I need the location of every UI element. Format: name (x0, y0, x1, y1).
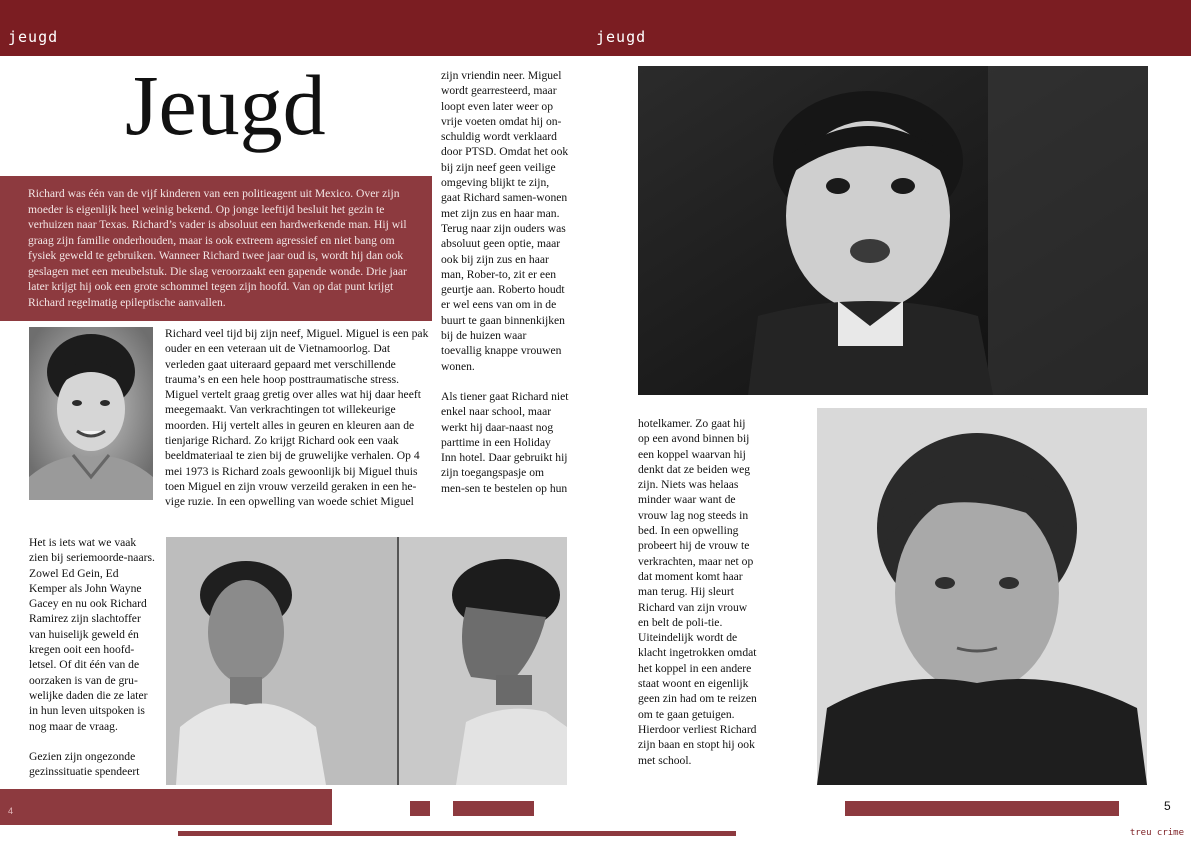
text-column-bottom-left (29, 535, 155, 794)
running-head-left: jeugd (8, 28, 59, 46)
text-column-mid-left: Richard veel tijd bij zijn neef, Miguel. Miguel is een pak ouder en een veteraan uit de Vietnamoorlog. Dat verleden gaat uiteraard gepaard met verschillende trauma’s en een hele hoop posttraumatische stress. Miguel vertelt graag gretig over alles wat hij daar heeft meegemaakt. Van verkrachtingen tot willekeurige moorden. Hij vertelt alles in geuren en kleuren aan de tienjarige Richard. Zo krijgt Richard ook een vaak beeldmateriaal te zien bij de gruwelijke verhalen. Op 4 mei 1973 is Richard zoals gewoonlijk bij Miguel thuis toen Miguel en zijn vrouw verzeild geraken in een he-vige ruzie. In een opwelling van woede schiet Miguel (165, 327, 429, 509)
photo-mugshot (166, 537, 567, 785)
paragraph: Gezien zijn ongezonde gezinssituatie spendeert (29, 749, 140, 779)
paragraph: zijn vriendin neer. Miguel wordt gearresteerd, maar loopt even later weer op vrije voeten omdat hij on-schuldig wordt verklaard door PTSD. Omdat het ook bij zijn neef geen veilige omgeving blijkt te zijn, gaat Richard samen-wonen met zijn zus en haar man. Terug naar zijn ouders was absoluut geen optie, maar ook bij zijn zus en haar man, Rober-to, zit er een geurtje aan. Roberto houdt er wel eens van om in de buurt te gaan binnenkijken bij de huizen waar toevallig knappe vrouwen wonen. (441, 69, 569, 373)
intro-block: Richard was één van de vijf kinderen van een politieagent uit Mexico. Over zijn moeder is eigenlijk heel weinig bekend. Op jonge leeftijd besluit het gezin te verhuizen naar Texas. Richard’s vader is absoluut een hardwerkende man. Hij wil graag zijn familie onderhouden, maar is ook extreem agressief en niet bang om fysiek geweld te gebruiken. Wanneer Richard twee jaar oud is, wordt hij dan ook geslagen met een meubelstuk. Die slag veroorzaakt een gapende wonde. Drie jaar later krijgt hij ook een grote schommel tegen zijn hoofd. Van op dat punt krijgt Richard regelmatig epileptische aanvallen. (0, 176, 432, 321)
page-title: Jeugd (125, 57, 326, 153)
decorative-block (845, 801, 1119, 816)
paragraph: Als tiener gaat Richard niet enkel naar school, maar werkt hij daar-naast nog parttime in een Holiday Inn hotel. Daar gebruikt hij zijn toegangspasje om men-sen te bestelen op hun (441, 389, 569, 495)
decorative-line (178, 831, 736, 836)
photo-child-portrait (29, 327, 153, 500)
paragraph: Het is iets wat we vaak zien bij seriemoorde-naars. Zowel Ed Gein, Ed Kemper als John Wayne Gacey en nu ook Richard Ramirez zijn slachtoffer van huiselijk geweld én kregen ooit een hoofd-letsel. Of dit één van de oorzaken is van de gru-welijke daden die ze later in hun leven uitspoken is nog maar de vraag. (29, 536, 155, 733)
decorative-block (410, 801, 430, 816)
page-number-right: 5 (1164, 799, 1171, 813)
decorative-block (453, 801, 534, 816)
text-column-right-of-left-page (441, 68, 569, 511)
running-head-right: jeugd (596, 28, 647, 46)
text-column-right-page: hotelkamer. Zo gaat hij op een avond binnen bij een koppel waarvan hij denkt dat ze beiden weg zijn. Niets was helaas minder waar want de vrouw lag nog steeds in bed. In een opwelling probeert hij de vrouw te verkrachten, maar net op dat moment komt haar man terug. Hij sleurt Richard van zijn vrouw en belt de poli-tie. Uiteindelijk wordt de klacht ingetrokken omdat het koppel in een andere staat woont en eigenlijk geen zin had om te reizen om te gaan getuigen. Hierdoor verliest Richard zijn baan en stopt hij ook met school. (638, 417, 757, 767)
decorative-block (0, 789, 332, 825)
page-number-left: 4 (8, 806, 14, 816)
footer-magazine-name: treu crime (1129, 828, 1184, 838)
photo-toddler-portrait (638, 66, 1148, 395)
photo-teen-portrait (817, 408, 1147, 785)
